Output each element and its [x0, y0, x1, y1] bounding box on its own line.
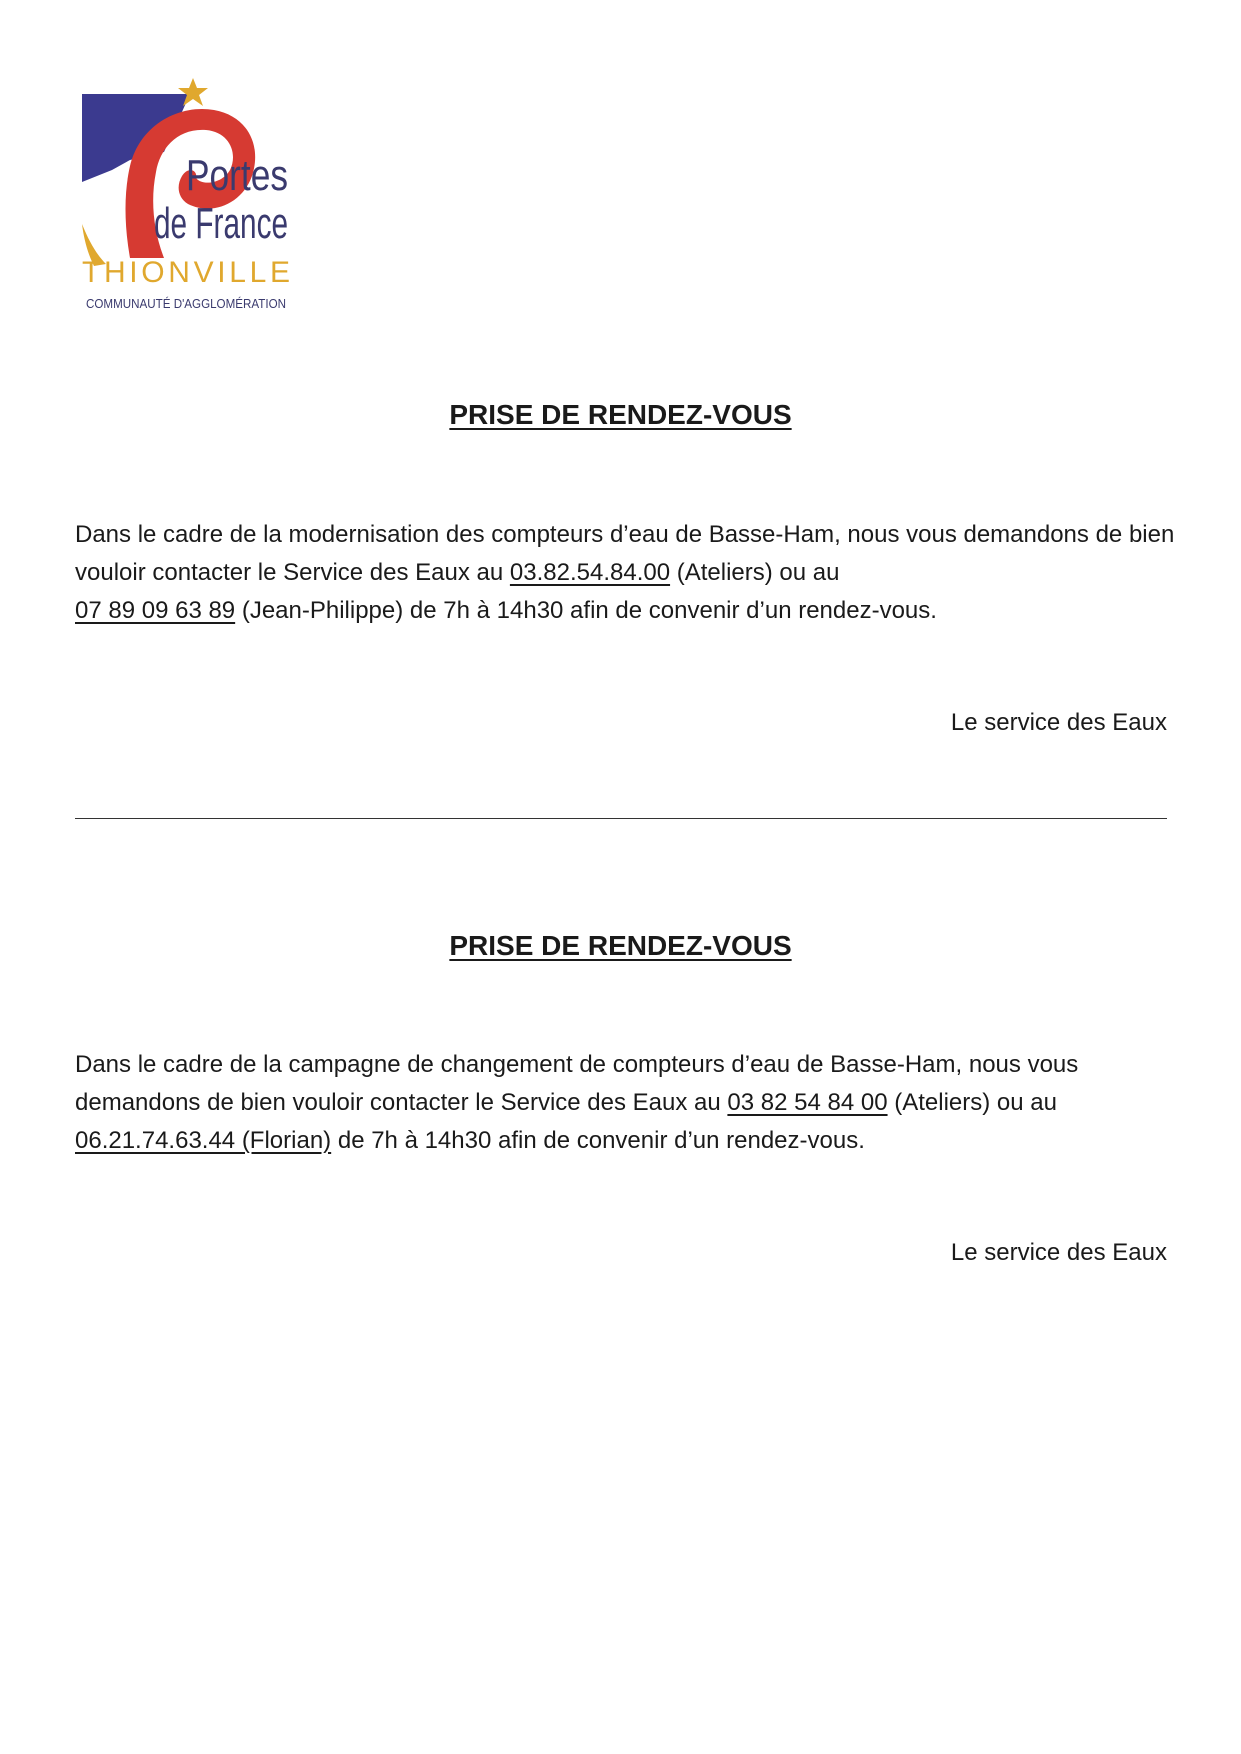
logo-line4: COMMUNAUTÉ D'AGGLOMÉRATION	[86, 296, 286, 311]
notice-2-text-c: de 7h à 14h30 afin de convenir d’un rendez-vous.	[331, 1127, 865, 1154]
notice-2-text-b: (Ateliers) ou au	[887, 1089, 1057, 1116]
logo-line3: THIONVILLE	[82, 256, 290, 289]
notice-2-phone-ateliers[interactable]: 03 82 54 84 00	[727, 1089, 888, 1116]
notice-2-title	[0, 929, 1241, 963]
logo-line2: de France	[154, 199, 288, 248]
notice-2-paragraph	[75, 1046, 1175, 1160]
notice-1-text-b: (Ateliers) ou au	[670, 559, 840, 586]
notice-2-phone-contact[interactable]: 06.21.74.63.44 (Florian)	[75, 1127, 332, 1154]
logo-line1: Portes	[186, 151, 288, 200]
logo	[72, 74, 332, 334]
notice-1-signature: Le service des Eaux	[950, 709, 1167, 736]
notice-1-phone-contact[interactable]: 07 89 09 63 89	[75, 597, 236, 624]
notice-2-text-a: Dans le cadre de la campagne de changement de compteurs d’eau de Basse-Ham, nous vous demandons de bien vouloir contacter le Service des Eaux au	[75, 1051, 1079, 1116]
notice-1-title-text: PRISE DE RENDEZ-VOUS	[449, 399, 792, 430]
notice-1-title	[0, 398, 1241, 432]
notice-1-phone-ateliers[interactable]: 03.82.54.84.00	[509, 559, 671, 586]
notice-2-signature: Le service des Eaux	[950, 1239, 1167, 1266]
notice-2-title-text: PRISE DE RENDEZ-VOUS	[449, 930, 792, 961]
notice-1-paragraph	[75, 516, 1175, 630]
notice-1-text-c: (Jean-Philippe) de 7h à 14h30 afin de convenir d’un rendez-vous.	[235, 597, 937, 624]
notice-1-text-a: Dans le cadre de la modernisation des compteurs d’eau de Basse-Ham, nous vous demandons de bien vouloir contacter le Service des Eaux au	[75, 521, 1175, 586]
divider	[75, 818, 1167, 819]
